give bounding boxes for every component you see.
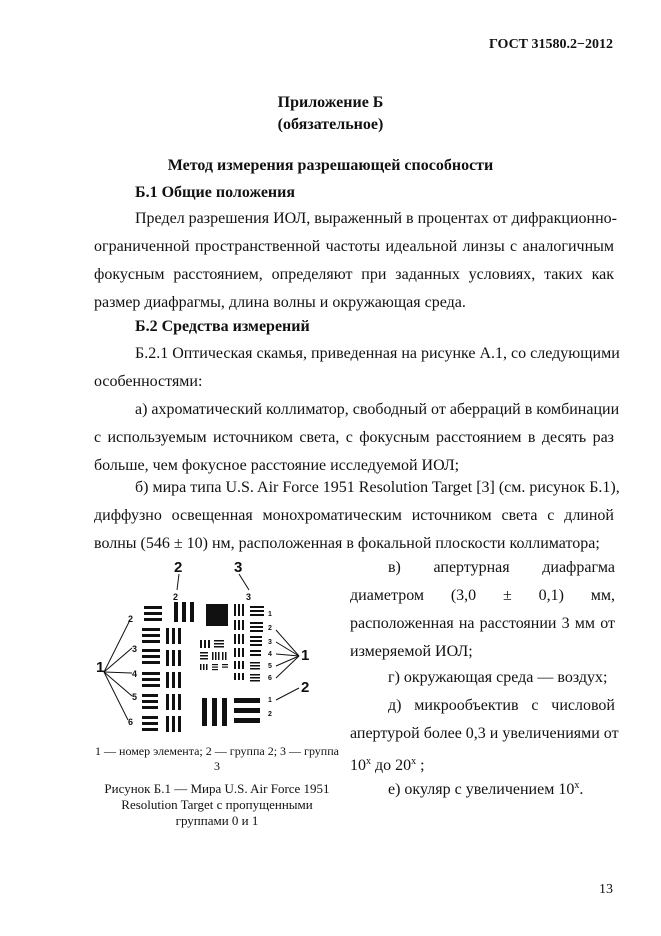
text-line: д) микрообъектив с числовой: [388, 697, 615, 714]
callout-group-2: 2: [174, 560, 183, 576]
callout-element-left: 1: [96, 659, 105, 676]
section-b1-heading: Б.1 Общие положения: [135, 184, 296, 201]
text-line: волны (546 ± 10) нм, расположенная в фокальной плоскости коллиматора;: [94, 535, 600, 552]
label-element: 4: [132, 669, 138, 679]
item-v: [350, 554, 615, 666]
label-element: 3: [268, 639, 272, 646]
caption-line: Рисунок Б.1 — Мира U.S. Air Force 1951: [104, 781, 330, 796]
document-code: ГОСТ 31580.2−2012: [488, 37, 613, 52]
text-fragment: до 20: [371, 757, 412, 774]
appendix-name: Приложение Б: [277, 94, 384, 111]
label-element: 2: [268, 711, 272, 718]
text-line: в) апертурная диафрагма: [388, 559, 615, 576]
text-line: измеряемой ИОЛ;: [350, 643, 473, 660]
label-element: 3: [132, 644, 138, 654]
text-line: [350, 772, 615, 804]
label-group-2: 2: [173, 592, 179, 602]
text-line: г) окружающая среда — воздух;: [388, 669, 608, 686]
text-line: особенностями:: [94, 373, 203, 390]
item-g: [350, 664, 615, 692]
label-element: 2: [268, 625, 272, 632]
label-element: 1: [268, 697, 272, 704]
caption-line: группами 0 и 1: [175, 813, 259, 828]
method-title: Метод измерения разрешающей способности: [167, 157, 494, 174]
text-line: размер диафрагмы, длина волны и окружающая среда.: [94, 294, 466, 311]
text-fragment: е) окуляр с увеличением 10: [388, 781, 575, 798]
text-line: диаметром (3,0 ± 0,1) мм,: [350, 587, 615, 604]
magnification-sign: х: [366, 756, 371, 767]
text-line: с используемым источником света, с фокусным расстоянием в десять раз: [94, 429, 614, 446]
magnification-value: 10: [350, 757, 366, 774]
text-line: расположенная на расстоянии 3 мм от: [350, 615, 615, 632]
text-line: б) мира типа U.S. Air Force 1951 Resolution Target [3] (см. рисунок Б.1),: [135, 479, 620, 496]
text-line: ограниченной пространственной частоты идеальной линзы с аналогичным: [94, 238, 614, 255]
caption-line: Resolution Target с пропущенными: [121, 797, 313, 812]
section-b1-paragraph: [94, 205, 617, 317]
figure-legend: 1 — номер элемента; 2 — группа 2; 3 — группа 3: [95, 744, 339, 773]
item-d: [350, 692, 619, 780]
label-element: 4: [268, 651, 272, 658]
text-line: фокусным расстоянием, определяют при заданных условиях, таких как: [94, 266, 614, 283]
section-b2-heading: Б.2 Средства измерений: [135, 318, 310, 335]
appendix-status: (обязательное): [277, 116, 384, 133]
label-element: 5: [132, 692, 138, 702]
figure-caption: [88, 781, 346, 829]
page-number: 13: [599, 882, 613, 897]
label-element: 1: [268, 611, 272, 618]
text-line: больше, чем фокусное расстояние исследуемой ИОЛ;: [94, 457, 460, 474]
text-fragment: ;: [416, 757, 425, 774]
item-e: [350, 772, 615, 804]
text-fragment: .: [579, 781, 584, 798]
callout-group-2-right: 2: [301, 679, 310, 696]
text-line: а) ахроматический коллиматор, свободный от аберраций в комбинации: [135, 401, 620, 418]
label-element: 6: [268, 675, 272, 682]
callout-element-right: 1: [301, 647, 310, 664]
usaf-resolution-target-figure: [94, 560, 340, 735]
clause-b21: [94, 340, 620, 396]
text-line: апертурой более 0,3 и увеличениями от: [350, 725, 619, 742]
callout-group-3: 3: [234, 560, 243, 576]
text-line: диффузно освещенная монохроматическим источником света с длиной: [94, 507, 614, 524]
text-line: Предел разрешения ИОЛ, выраженный в процентах от дифракционно-: [135, 210, 617, 227]
label-element: 2: [128, 614, 134, 624]
label-element: 6: [128, 717, 134, 727]
magnification-sign: х: [574, 780, 580, 791]
label-element: 5: [268, 663, 272, 670]
item-b: [94, 474, 620, 558]
magnification-sign: х: [411, 756, 417, 767]
item-a: [94, 396, 620, 480]
label-group-3: 3: [246, 592, 252, 602]
text-line: Б.2.1 Оптическая скамья, приведенная на рисунке А.1, со следующими: [135, 345, 620, 362]
appendix-title: [0, 92, 661, 136]
